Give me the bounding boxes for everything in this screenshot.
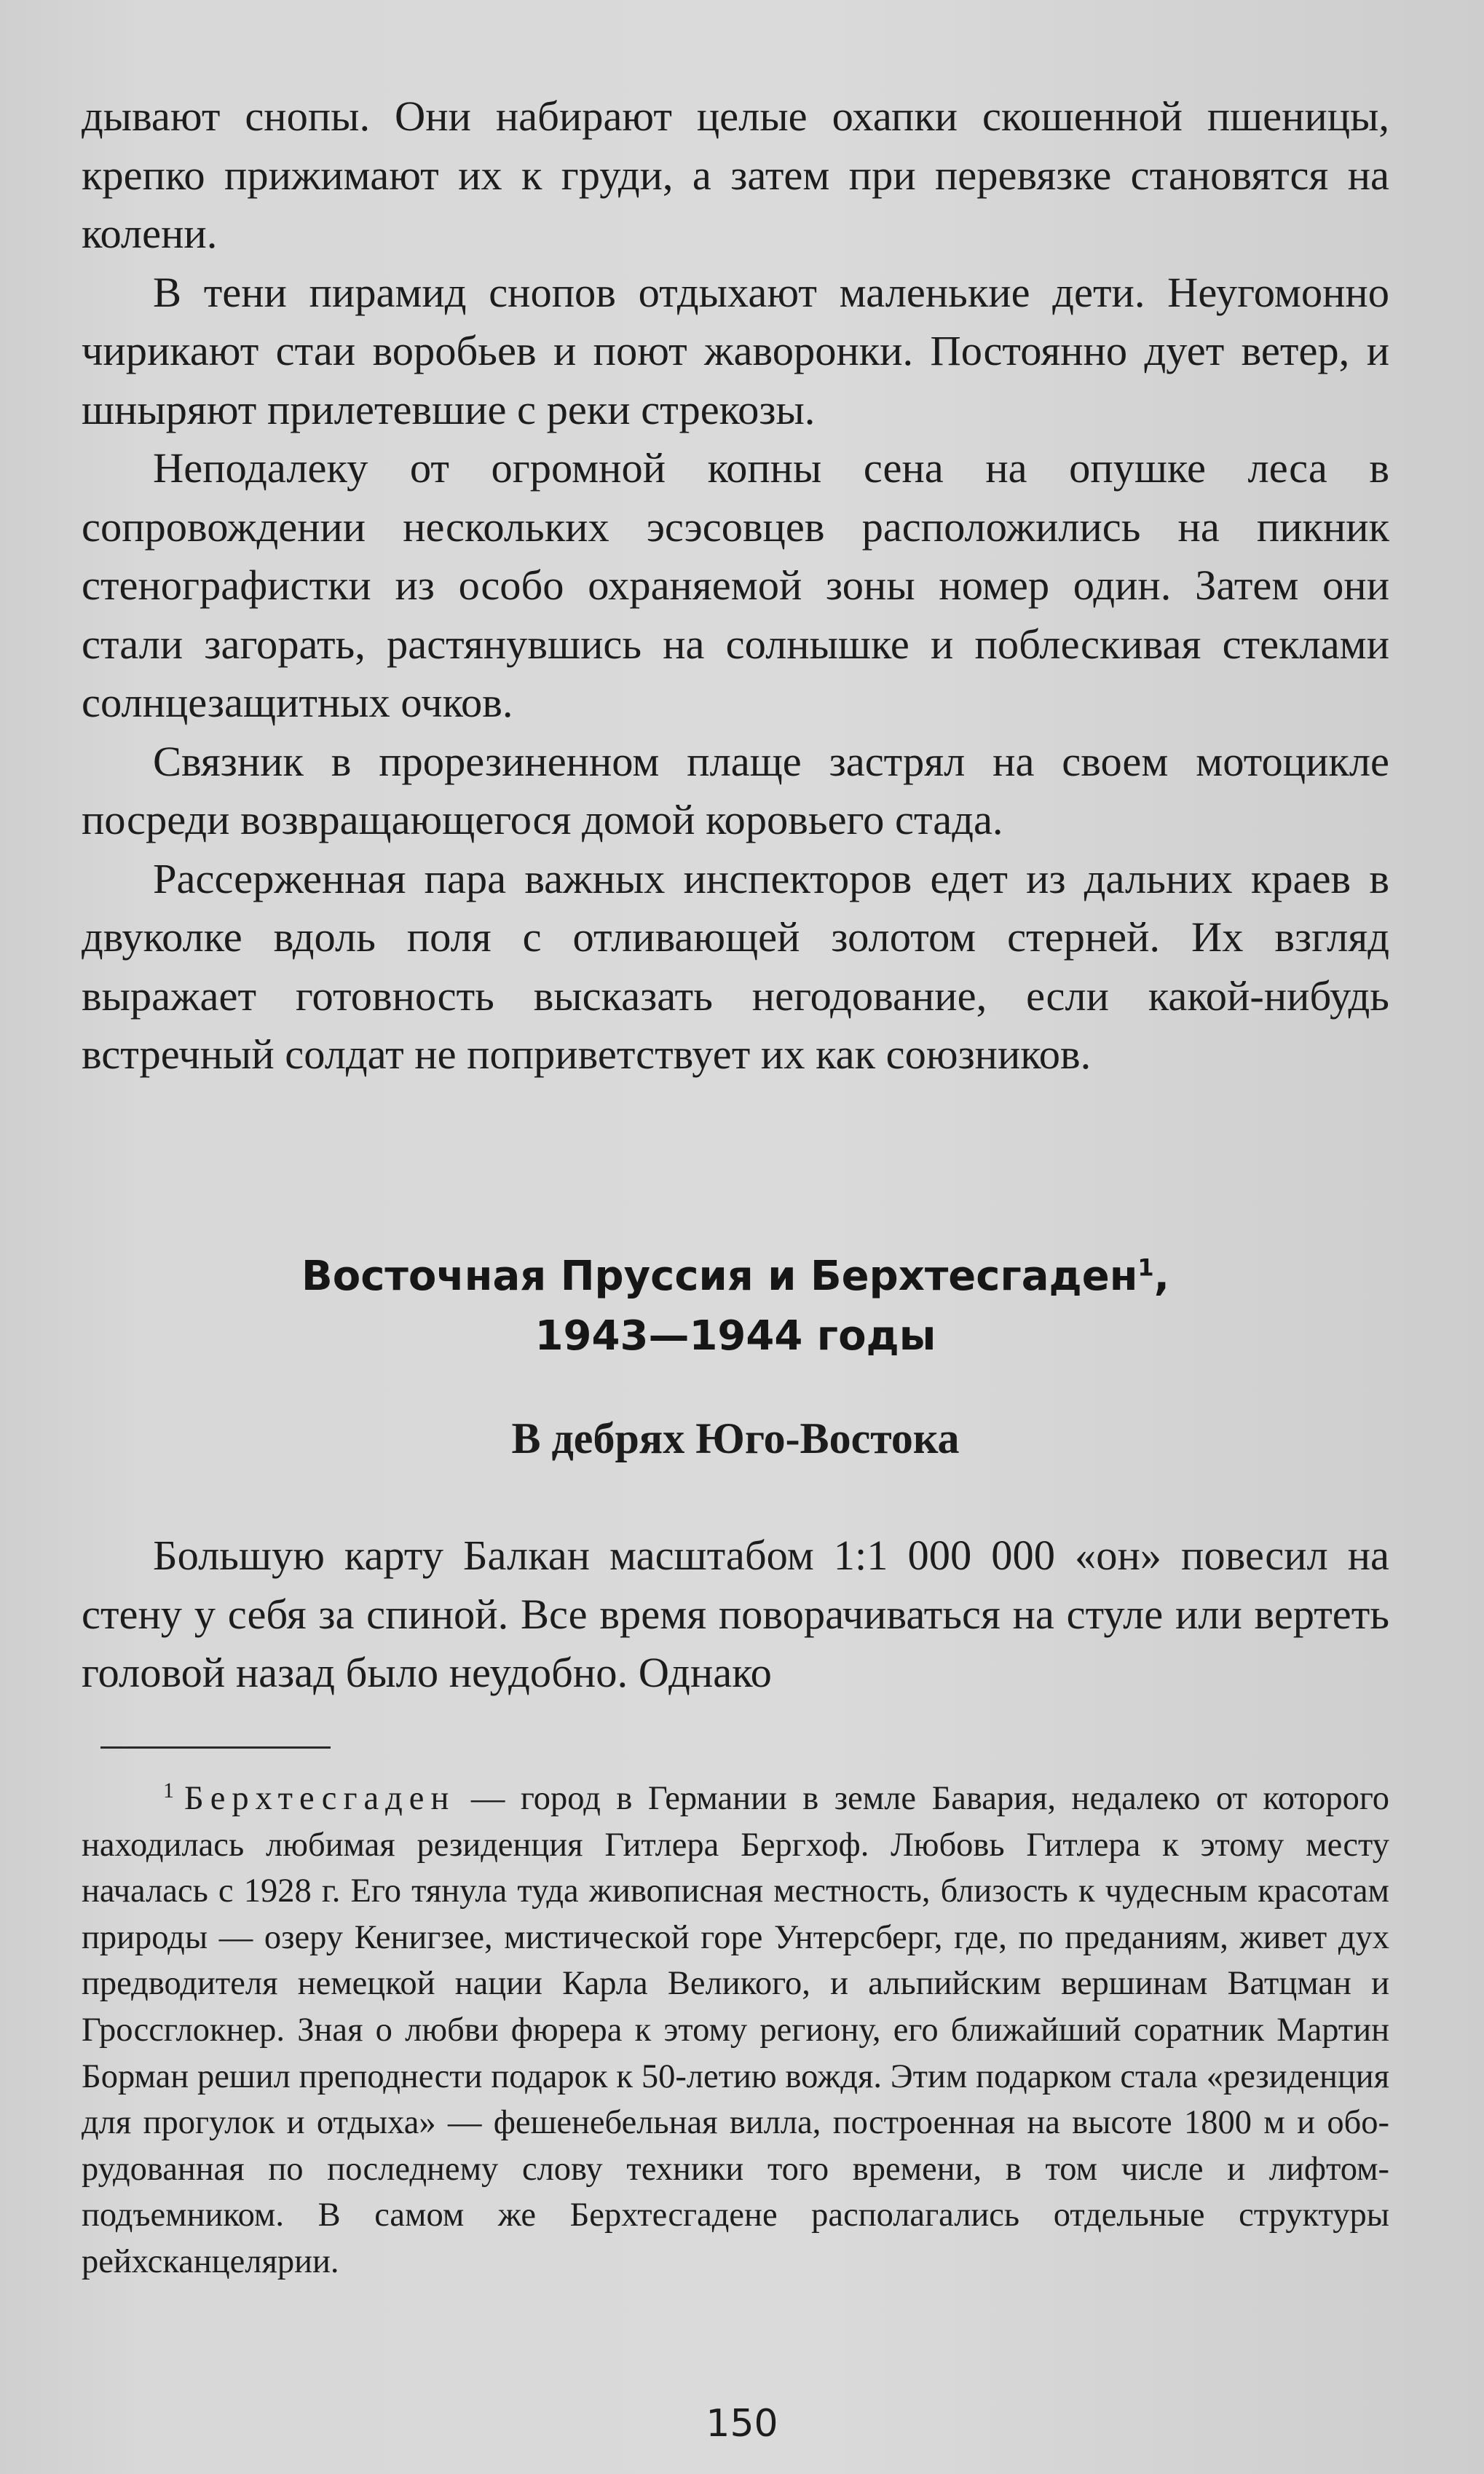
paragraph: Большую карту Балкан масштабом 1:1 000 000 «он» повесил на стену у себя за спиной. Все время поворачиваться на стуле или вертеть головой назад было неудобно. Однако [82,1532,1389,1696]
footnote-reference: 1 [1137,1253,1154,1282]
paragraph: дывают снопы. Они набирают целые охапки скошенной пшеницы, крепко прижимают их к груди, а затем при перевязке становятся на колени. [82,92,1389,257]
body-text-top [82,87,1389,1084]
body-text-bottom [82,1526,1389,1703]
chapter-title-text: Восточная Пруссия и Берхтесгаден [301,1253,1138,1300]
chapter-title [82,1247,1389,1366]
footnote-mark: 1 [163,1778,174,1803]
paragraph: Рассерженная пара важных инспекторов едет из дальних краев в двуколке вдоль поля с отливающей золотом стерней. Их взгляд выражает готовность высказать негодование, если какой-нибудь встречный солдат не поприветствует их как союзников. [82,854,1389,1078]
paragraph: В тени пирамид снопов отдыхают маленькие дети. Неугомонно чирикают стаи воробьев и поют жаворонки. Постоянно дует ветер, и шныряют прилетевшие с реки стрекозы. [82,268,1389,433]
paragraph: Неподалеку от огромной копны сена на опушке леса в сопровождении нескольких эсэсовцев расположились на пикник стенографистки из особо охраняемой зоны номер один. Затем они стали загорать, растянувшись на солнышке и поблескивая стеклами солнцезащитных очков. [82,444,1389,726]
footnote-paragraph [82,1776,1389,2285]
section-title: В дебрях Юго-Востока [511,1414,960,1462]
footnote-term: Берхтесгаден [184,1780,456,1817]
footnote [82,1776,1389,2285]
footnote-divider [100,1746,331,1749]
chapter-title-line-2: 1943—1944 годы [534,1312,936,1360]
chapter-title-comma: , [1153,1253,1169,1300]
chapter-title-line-1 [82,1247,1389,1307]
page-number: 150 [706,2402,778,2446]
paragraph: Связник в прорезиненном плаще застрял на своем мотоцикле посреди возвращающегося домой коровьего стада. [82,737,1389,843]
footnote-text: — город в Германии в земле Бавария, недалеко от которого находилась любимая резиденция Гитлера Бергхоф. Любовь Гитлера к этому месту началась с 1928 г. Его тянула туда живописная местность, близость к чудесным красотам природы — озеру Кенигзее, мистической горе Унтерсберг, где, по преданиям, живет дух предводителя немецкой нации Карла Великого, и альпийским вершинам Ватцман и Гроссглокнер. Зная о любви фюрера к этому региону, его ближайший соратник Мартин Борман решил преподнести подарок к 50-летию вождя. Этим подарком стала «резиденция для прогулок и отдыха» — фешенебельная вилла, построенная на высоте 1800 м и оборудованная по последнему слову техники того времени, в том числе и лифтом-подъемником. В самом же Берхтесгадене располагались отдельные структуры рейхсканцелярии. [82,1780,1389,2280]
